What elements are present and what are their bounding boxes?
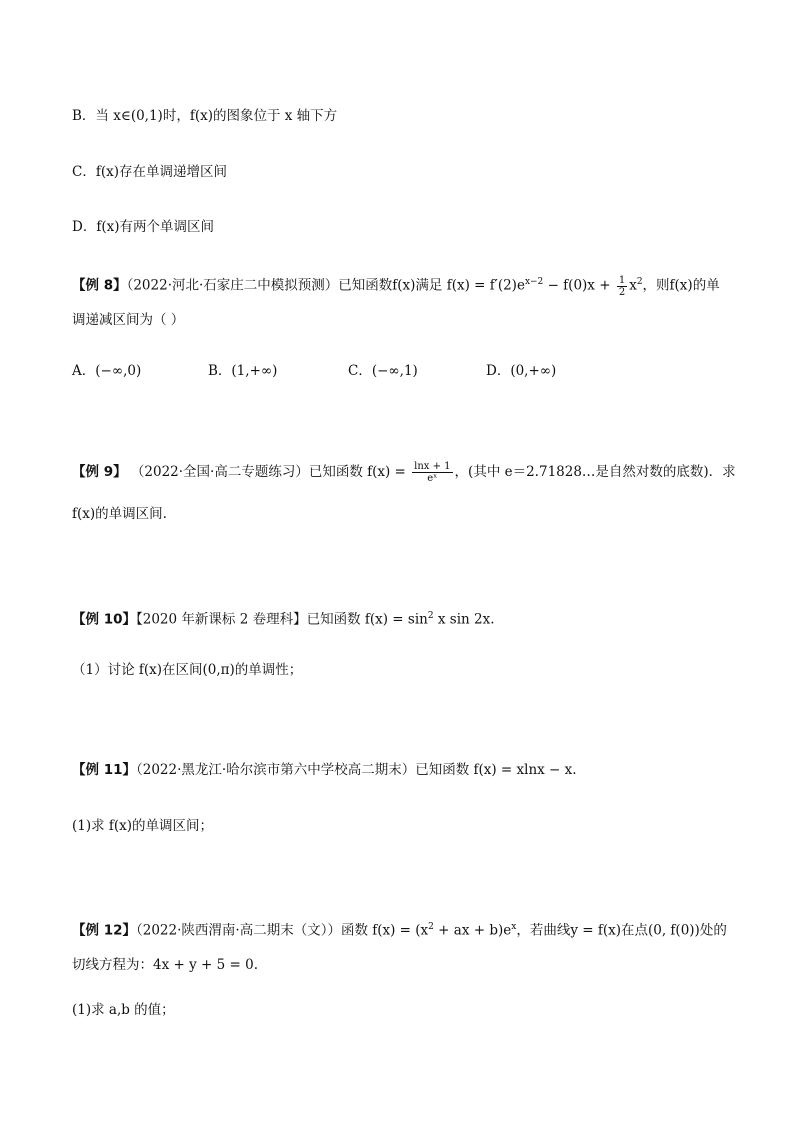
example-12-tag: 【例 12】 <box>72 922 136 939</box>
example-12-text-a: （2022·陕西渭南·高二期末（文））函数 f(x) = (x <box>136 922 429 939</box>
option-c-prev: C．f(x)存在单调递增区间 <box>72 164 227 180</box>
example-10-text-b: x sin 2x. <box>433 611 495 628</box>
example-8-sup: x−2 <box>524 277 544 287</box>
example-11-q1: (1)求 f(x)的单调区间； <box>72 818 214 834</box>
example-11-line1 <box>72 760 577 780</box>
example-12-text-c: ，若曲线y = f(x)在点(0, f(0))处的 <box>516 922 727 939</box>
option-b-prev: B．当 x∈(0,1)时，f(x)的图象位于 x 轴下方 <box>72 108 338 124</box>
example-9-line1 <box>72 461 736 484</box>
example-10-tag: 【例 10】 <box>72 611 136 628</box>
example-10-q1: （1）讨论 f(x)在区间(0,π)的单调性； <box>72 662 303 678</box>
fraction-num: 1 <box>618 274 626 286</box>
option-d: D．(0,+∞) <box>486 363 557 379</box>
option-b: B．(1,+∞) <box>208 363 278 379</box>
example-9-fraction <box>412 461 452 484</box>
example-10-text-a: 【2020 年新课标 2 卷理科】已知函数 f(x) = sin <box>136 611 428 628</box>
option-a: A．(−∞,0) <box>72 363 142 379</box>
example-12-sup2: x <box>511 922 517 932</box>
example-10-sup: 2 <box>427 611 434 621</box>
example-8-line2: 调递减区间为（ ） <box>72 312 185 328</box>
example-9-text-a: （2022·全国·高二专题练习）已知函数 f(x) = <box>126 464 411 480</box>
example-10-line1 <box>72 606 495 630</box>
example-11-tag: 【例 11】 <box>72 762 136 778</box>
fraction-num: lnx + 1 <box>414 461 451 472</box>
option-d-prev: D．f(x)有两个单调区间 <box>72 219 214 235</box>
example-8-line1 <box>72 272 720 298</box>
example-9-text-b: ，(其中 e＝2.71828…是自然对数的底数)．求 <box>454 464 736 480</box>
example-8-text-c: x <box>629 277 637 294</box>
example-8-fraction <box>617 275 627 298</box>
example-11-text-a: （2022·黑龙江·哈尔滨市第六中学校高二期末）已知函数 f(x) = xlnx − x. <box>136 762 577 778</box>
example-12-text-b: + ax + b)e <box>433 922 512 939</box>
option-c: C．(−∞,1) <box>348 363 418 379</box>
example-12-line1 <box>72 917 727 941</box>
example-12-sup: 2 <box>428 922 434 932</box>
example-12-line2: 切线方程为：4x + y + 5 = 0. <box>72 957 258 973</box>
example-8-text-a: （2022·河北·石家庄二中模拟预测）已知函数f(x)满足 f(x) = f′(2)e <box>126 277 525 294</box>
example-12-q1: (1)求 a,b 的值； <box>72 1002 175 1018</box>
example-8-tag: 【例 8】 <box>72 277 127 294</box>
fraction-den: eˣ <box>427 473 438 484</box>
example-9-line2: f(x)的单调区间. <box>72 506 167 522</box>
example-8-text-b: − f(0)x + <box>543 277 615 294</box>
example-9-tag: 【例 9】 <box>72 464 127 480</box>
fraction-den: 2 <box>618 286 626 298</box>
example-8-sup2: 2 <box>636 277 643 287</box>
example-8-text-d: ，则f(x)的单 <box>642 277 720 294</box>
